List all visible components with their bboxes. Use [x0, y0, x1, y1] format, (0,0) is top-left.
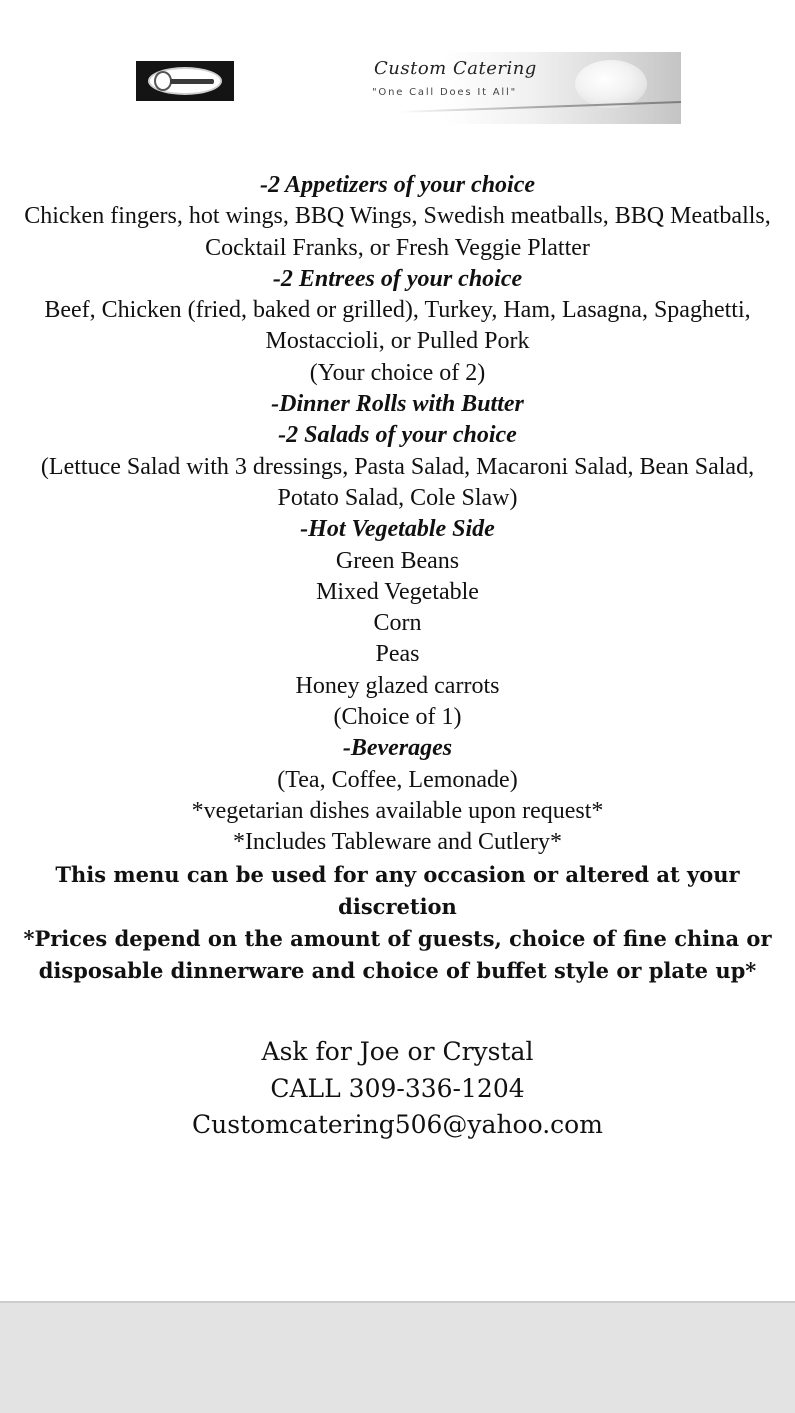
menu-item-text: Chicken fingers, hot wings, BBQ Wings, Swedish meatballs, BBQ Meatballs, Cocktail Franks, or Fresh Veggie Platter [24, 203, 771, 261]
menu-section-heading: -2 Entrees of your choice [272, 265, 523, 292]
menu-item-text: *Includes Tableware and Cutlery* [232, 829, 563, 856]
menu-item-text: Mixed Vegetable [316, 578, 479, 605]
logo-wordmark-icon [170, 79, 214, 84]
banner-image-strip [248, 52, 681, 124]
plate-icon [575, 60, 647, 108]
menu-item-text: Peas [375, 641, 420, 668]
brand-name: Custom Catering [374, 58, 537, 79]
logo-emblem [148, 67, 222, 95]
menu-item-text: *vegetarian dishes available upon request* [191, 797, 604, 824]
menu-section-heading: -Dinner Rolls with Butter [271, 391, 524, 418]
menu-item-text: (Lettuce Salad with 3 dressings, Pasta Salad, Macaroni Salad, Bean Salad, Potato Salad, Cole Slaw) [40, 453, 755, 511]
menu-item-text: Beef, Chicken (fried, baked or grilled), Turkey, Ham, Lasagna, Spaghetti, Mostaccioli, or Pulled Pork [44, 297, 751, 355]
menu-item-text: (Choice of 1) [333, 704, 462, 731]
company-logo [136, 61, 234, 101]
header-banner [136, 52, 681, 124]
menu-item-text: (Your choice of 2) [309, 359, 486, 386]
menu-item-text: (Tea, Coffee, Lemonade) [277, 766, 518, 793]
menu-section-heading: -2 Appetizers of your choice [259, 172, 536, 198]
cutlery-icon [398, 101, 681, 113]
menu-item-text: Honey glazed carrots [295, 672, 500, 699]
contact-ask-line: Ask for Joe or Crystal [261, 1037, 534, 1066]
menu-content [14, 170, 781, 987]
menu-section-heading: -2 Salads of your choice [278, 422, 517, 449]
menu-item-text: Corn [373, 610, 422, 637]
contact-phone: CALL 309-336-1204 [270, 1073, 525, 1103]
menu-item-text: Green Beans [335, 547, 460, 574]
menu-note: This menu can be used for any occasion or altered at your discretion [55, 861, 740, 919]
menu-section-heading: -Hot Vegetable Side [300, 516, 495, 543]
menu-section-heading: -Beverages [342, 735, 453, 762]
menu-note: *Prices depend on the amount of guests, choice of fine china or disposable dinnerware and choice of buffet style or plate up* [23, 925, 772, 983]
contact-block [0, 1034, 795, 1144]
brand-tagline: "One Call Does It All" [372, 87, 517, 98]
footer-bar [0, 1301, 795, 1413]
contact-email: Customcatering506@yahoo.com [192, 1110, 603, 1139]
